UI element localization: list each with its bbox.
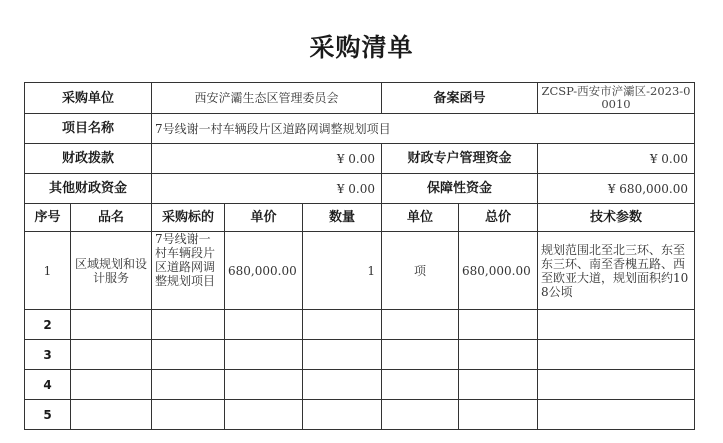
special-fund-label: 财政专户管理资金 [382,144,538,174]
column-header: 数量 [303,204,382,232]
column-header: 总价 [459,204,538,232]
table-row [25,310,695,340]
row-index: 5 [25,400,71,430]
project-value: 7号线谢一村车辆段片区道路网调整规划项目 [152,114,695,144]
item-name: 区域规划和设计服务 [71,232,152,310]
row-index: 3 [25,340,71,370]
column-header: 序号 [25,204,71,232]
table-row [25,232,695,310]
column-header-row [25,204,695,232]
other-fund-label: 其他财政资金 [25,174,152,204]
tech-spec: 规划范围北至北三环、东至东三环、南至香槐五路、西至欧亚大道，规划面积约108公顷 [538,232,695,310]
special-fund-value: ¥ 0.00 [538,144,695,174]
record-no-label: 备案函号 [382,83,538,114]
table-row [25,340,695,370]
column-header: 单价 [225,204,303,232]
quantity: 1 [303,232,382,310]
info-row-other [25,174,695,204]
total-price: 680,000.00 [459,232,538,310]
table-row [25,370,695,400]
unit-price: 680,000.00 [225,232,303,310]
column-header: 品名 [71,204,152,232]
project-label: 项目名称 [25,114,152,144]
purchaser-label: 采购单位 [25,83,152,114]
unit: 项 [382,232,459,310]
procurement-target: 7号线谢一村车辆段片区道路网调整规划项目 [152,232,225,310]
guarantee-fund-label: 保障性资金 [382,174,538,204]
purchaser-value: 西安浐灞生态区管理委员会 [152,83,382,114]
fiscal-value: ¥ 0.00 [152,144,382,174]
fiscal-label: 财政拨款 [25,144,152,174]
procurement-table [24,82,695,430]
row-index: 4 [25,370,71,400]
info-row-project [25,114,695,144]
row-index: 1 [25,232,71,310]
info-row-purchaser [25,83,695,114]
column-header: 采购标的 [152,204,225,232]
table-row [25,400,695,430]
info-row-fiscal [25,144,695,174]
column-header: 单位 [382,204,459,232]
row-index: 2 [25,310,71,340]
other-fund-value: ¥ 0.00 [152,174,382,204]
guarantee-fund-value: ¥ 680,000.00 [538,174,695,204]
record-no-value: ZCSP-西安市浐灞区-2023-00010 [538,83,695,114]
page-title: 采购清单 [309,33,414,62]
column-header: 技术参数 [538,204,695,232]
